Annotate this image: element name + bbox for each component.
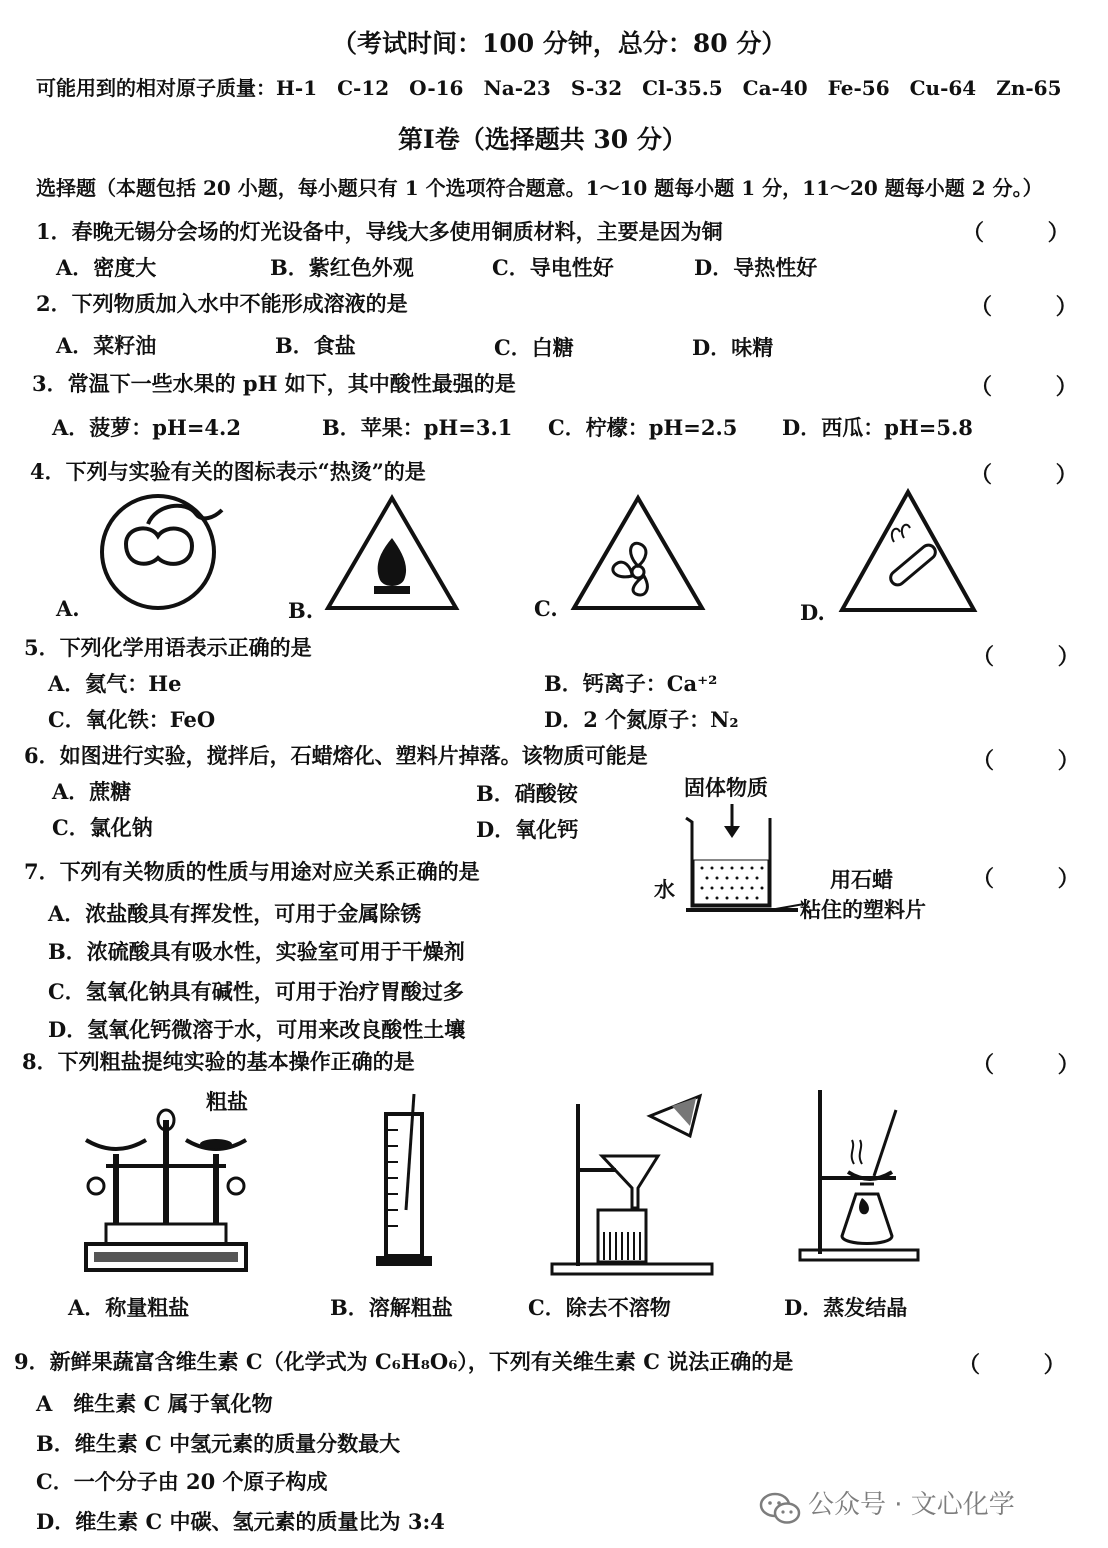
question-4-option-c[interactable]: C. — [534, 596, 558, 621]
section-title: 第Ⅰ卷（选择题共 30 分） — [398, 125, 687, 154]
question-9-option-b[interactable]: B．维生素 C 中氢元素的质量分数最大 — [36, 1431, 401, 1456]
question-5-option-d[interactable]: D．2 个氮原子：N₂ — [544, 707, 739, 732]
answer-paren-9[interactable]: （ ） — [958, 1352, 1094, 1378]
question-8-option-d[interactable]: D．蒸发结晶 — [784, 1295, 908, 1320]
balance-scale-diagram — [76, 1106, 256, 1276]
answer-paren-1[interactable]: （ ） — [962, 220, 1098, 246]
watermark — [760, 1484, 1015, 1526]
question-2-stem: 2．下列物质加入水中不能形成溶液的是 — [36, 291, 408, 316]
question-7-stem: 7．下列有关物质的性质与用途对应关系正确的是 — [24, 859, 480, 884]
question-5-option-a[interactable]: A．氦气：He — [48, 671, 182, 696]
question-3-option-a[interactable]: A．菠萝：pH=4.2 — [52, 415, 241, 440]
question-5-option-b[interactable]: B．钙离子：Ca⁺² — [544, 671, 718, 696]
beaker-diagram — [680, 800, 810, 920]
question-4-option-a[interactable]: A. — [56, 596, 80, 621]
question-5-option-c[interactable]: C．氧化铁：FeO — [48, 707, 216, 732]
answer-paren-6[interactable]: （ ） — [972, 748, 1108, 774]
water-label: 水 — [654, 877, 675, 902]
solid-substance-label: 固体物质 — [684, 775, 768, 800]
question-7-option-a[interactable]: A．浓盐酸具有挥发性，可用于金属除锈 — [48, 901, 422, 926]
coarse-salt-label: 粗盐 — [206, 1089, 248, 1114]
question-4-stem: 4．下列与实验有关的图标表示“热烫”的是 — [30, 459, 426, 484]
question-2-option-d[interactable]: D．味精 — [692, 335, 774, 360]
question-1-option-d[interactable]: D．导热性好 — [694, 255, 818, 280]
question-3-stem: 3．常温下一些水果的 pH 如下，其中酸性最强的是 — [32, 371, 516, 396]
question-4-option-d[interactable]: D. — [800, 600, 825, 625]
question-8-stem: 8．下列粗盐提纯实验的基本操作正确的是 — [22, 1049, 415, 1074]
question-9-option-d[interactable]: D．维生素 C 中碳、氢元素的质量比为 3:4 — [36, 1509, 445, 1534]
question-2-option-b[interactable]: B．食盐 — [275, 333, 356, 358]
question-4-option-b[interactable]: B. — [288, 598, 314, 623]
question-7-option-b[interactable]: B．浓硫酸具有吸水性，实验室可用于干燥剂 — [48, 939, 465, 964]
question-6-option-c[interactable]: C．氯化钠 — [52, 815, 153, 840]
flame-warning-icon[interactable] — [322, 494, 462, 614]
answer-paren-7[interactable]: （ ） — [972, 866, 1108, 892]
exam-time-total: （考试时间：100 分钟，总分：80 分） — [332, 29, 787, 58]
question-6-option-a[interactable]: A．蔗糖 — [52, 779, 132, 804]
test-tube-icon[interactable] — [838, 488, 978, 616]
fan-ventilation-icon[interactable] — [568, 494, 708, 614]
question-1-option-c[interactable]: C．导电性好 — [492, 255, 614, 280]
question-8-option-b[interactable]: B．溶解粗盐 — [330, 1295, 453, 1320]
question-6-stem: 6．如图进行实验，搅拌后，石蜡熔化、塑料片掉落。该物质可能是 — [24, 743, 648, 768]
filtration-diagram — [546, 1092, 716, 1278]
question-9-option-a[interactable]: A 维生素 C 属于氧化物 — [36, 1391, 273, 1416]
graduated-cylinder-diagram — [372, 1090, 442, 1270]
wax-label-line-2: 粘住的塑料片 — [800, 897, 926, 922]
question-7-option-d[interactable]: D．氢氧化钙微溶于水，可用来改良酸性土壤 — [48, 1017, 466, 1042]
question-8-option-c[interactable]: C．除去不溶物 — [528, 1295, 671, 1320]
wechat-icon — [760, 1492, 800, 1526]
question-3-option-b[interactable]: B．苹果：pH=3.1 — [322, 415, 513, 440]
question-3-option-c[interactable]: C．柠檬：pH=2.5 — [548, 415, 738, 440]
answer-paren-3[interactable]: （ ） — [970, 374, 1106, 400]
question-2-option-c[interactable]: C．白糖 — [494, 335, 574, 360]
hot-surface-icon[interactable] — [96, 494, 236, 614]
question-9-stem: 9．新鲜果蔬富含维生素 C（化学式为 C₆H₈O₆），下列有关维生素 C 说法正确的是 — [14, 1349, 794, 1374]
instructions: 选择题（本题包括 20 小题，每小题只有 1 个选项符合题意。1～10 题每小题 1 分，11～20 题每小题 2 分。） — [36, 176, 1043, 200]
question-6-option-d[interactable]: D．氧化钙 — [476, 817, 579, 842]
answer-paren-2[interactable]: （ ） — [970, 294, 1106, 320]
answer-paren-5[interactable]: （ ） — [972, 644, 1108, 670]
question-3-option-d[interactable]: D．西瓜：pH=5.8 — [782, 415, 973, 440]
question-2-option-a[interactable]: A．菜籽油 — [56, 333, 157, 358]
question-1-option-b[interactable]: B．紫红色外观 — [270, 255, 414, 280]
question-9-option-c[interactable]: C．一个分子由 20 个原子构成 — [36, 1469, 328, 1494]
question-7-option-c[interactable]: C．氢氧化钠具有碱性，可用于治疗胃酸过多 — [48, 979, 464, 1004]
atomic-masses: 可能用到的相对原子质量：H-1 C-12 O-16 Na-23 S-32 Cl-35.5 Ca-40 Fe-56 Cu-64 Zn-65 — [36, 76, 1062, 100]
answer-paren-8[interactable]: （ ） — [972, 1052, 1108, 1078]
question-1-option-a[interactable]: A．密度大 — [56, 255, 157, 280]
answer-paren-4[interactable]: （ ） — [970, 462, 1106, 488]
question-1-stem: 1．春晚无锡分会场的灯光设备中，导线大多使用铜质材料，主要是因为铜 — [36, 219, 723, 244]
watermark-text: 公众号 · 文心化学 — [808, 1490, 1015, 1520]
question-8-option-a[interactable]: A．称量粗盐 — [68, 1295, 190, 1320]
question-5-stem: 5．下列化学用语表示正确的是 — [24, 635, 312, 660]
evaporation-diagram — [796, 1086, 926, 1266]
question-6-option-b[interactable]: B．硝酸铵 — [476, 781, 578, 806]
wax-label-line-1: 用石蜡 — [830, 867, 893, 892]
